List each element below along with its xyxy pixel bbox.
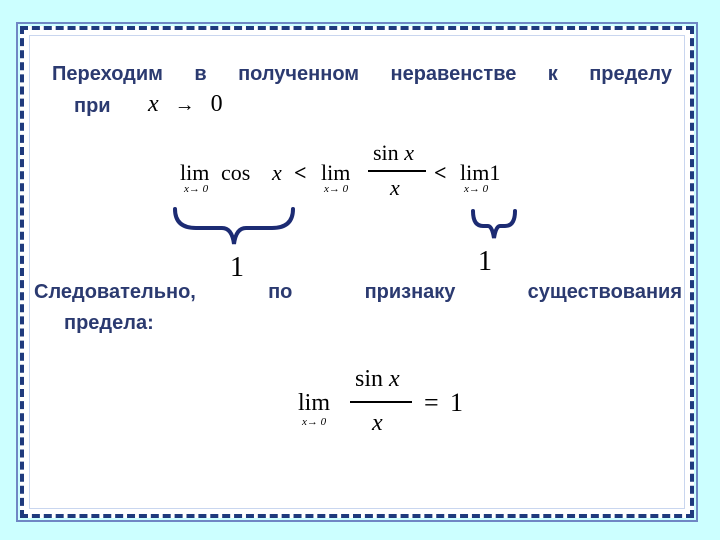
right-brace-value: 1 [478,246,492,277]
numerator-sin: sin [373,140,399,165]
intro-limit-expression [148,91,223,118]
lim-2: lim [321,160,351,185]
intro-var: x [148,91,159,117]
fraction-denominator: x [390,175,400,200]
left-brace-value: 1 [230,252,244,283]
lim-3-sub-var: x [464,183,469,195]
result-equals: = [424,388,439,417]
result-sub-zero: 0 [320,416,327,428]
conclusion-word-4: существования [527,281,682,303]
intro-line-1: Переходим в полученном неравенстве к пределу [52,63,672,85]
lim-3-sub-arrow: → [468,183,480,195]
result-lim-subscript [302,416,326,428]
conclusion-line-2: предела: [64,312,154,334]
lim-1-sub-var: x [184,183,189,195]
lim-3-subscript [464,183,488,195]
right-brace [470,208,518,242]
conclusion-word-3: признаку [364,281,456,303]
conclusion-word-1: Следовательно, [34,281,196,303]
lim-1-sub-zero: 0 [202,183,209,195]
result-lim: lim [298,390,331,416]
lim-1: lim [180,160,210,185]
lim-2-sub-var: x [324,183,329,195]
result-fraction-bar [350,401,412,403]
less-than-2: < [434,160,447,185]
numerator-x: x [404,140,414,165]
result-sub-var: x [302,416,307,428]
result-one: 1 [450,388,463,417]
lim-2-sub-zero: 0 [342,183,349,195]
cos-function: cos [221,160,251,185]
lim-3-sub-zero: 0 [482,183,489,195]
intro-line-2: при [74,95,111,117]
result-numerator-x: x [389,366,400,392]
fraction-bar [368,170,426,172]
result-numerator [355,366,400,393]
conclusion-line-1 [34,280,682,304]
lim-2-subscript [324,183,348,195]
lim-3-word: lim [460,160,490,185]
result-numerator-sin: sin [355,366,384,392]
intro-zero: 0 [210,91,223,117]
lim-2-sub-arrow: → [328,183,340,195]
less-than-1: < [294,160,307,185]
intro-arrow: → [174,94,195,116]
result-sub-arrow: → [306,416,318,428]
slide-inner-frame [29,35,685,509]
result-denominator: x [372,410,383,436]
slide-frame [20,26,694,518]
cos-argument: x [272,160,282,185]
lim-1-sub-arrow: → [188,183,200,195]
left-brace [172,206,296,248]
lim-3-one: 1 [489,160,501,185]
conclusion-word-2: по [268,281,293,303]
lim-1-subscript [184,183,208,195]
fraction-numerator [373,140,414,166]
